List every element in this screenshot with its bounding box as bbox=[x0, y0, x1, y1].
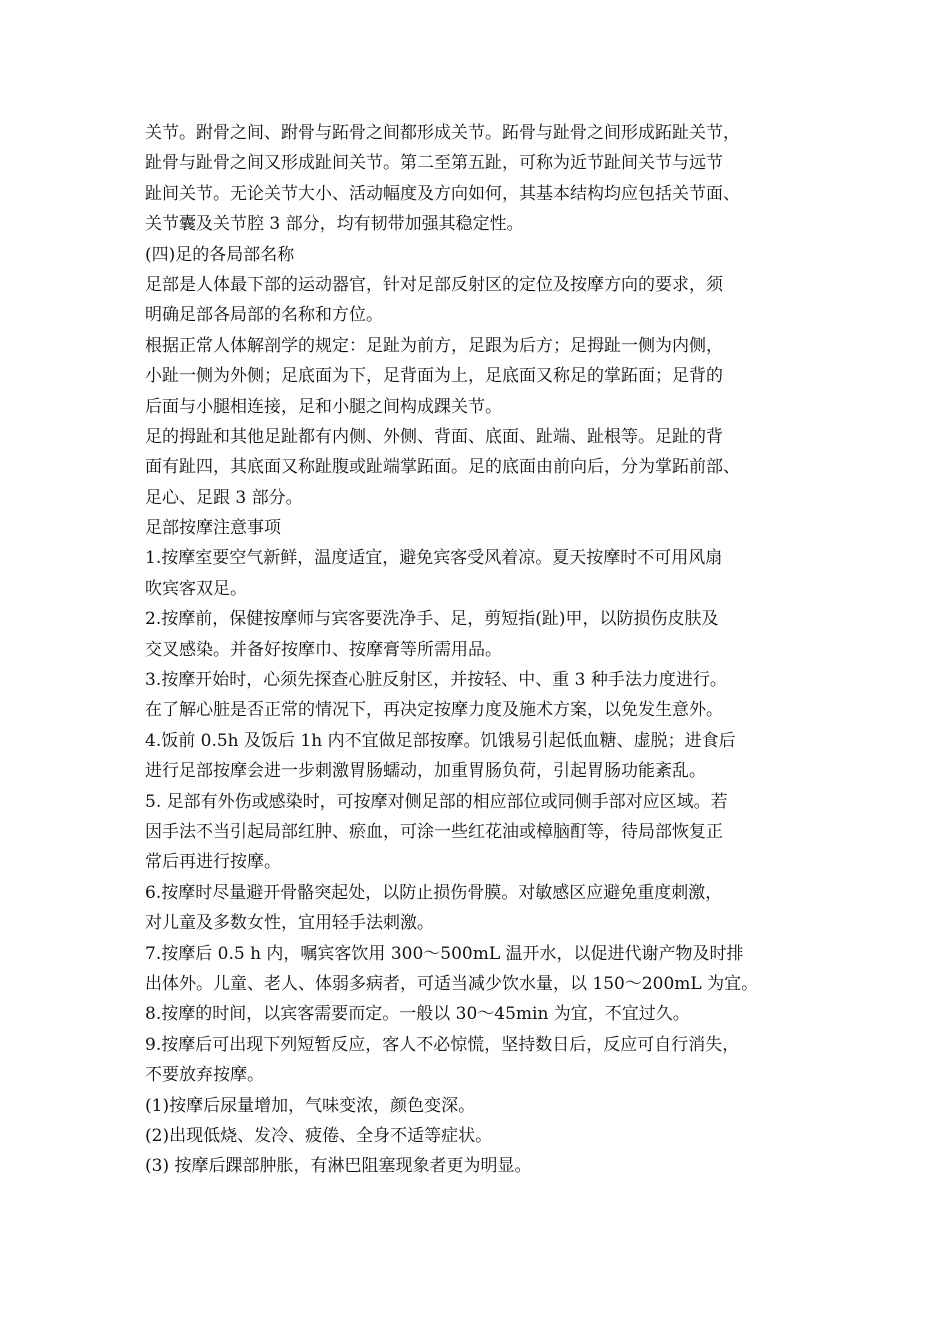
sub-list-item: (1)按摩后尿量增加，气味变浓，颜色变深。 bbox=[145, 1095, 476, 1116]
text-line: 后面与小腿相连接，足和小腿之间构成踝关节。 bbox=[145, 396, 502, 417]
list-item: 不要放弃按摩。 bbox=[145, 1065, 264, 1086]
list-item: 对儿童及多数女性，宜用轻手法刺激。 bbox=[145, 913, 434, 934]
text-line: 明确足部各局部的名称和方位。 bbox=[145, 305, 383, 326]
list-item: 在了解心脏是否正常的情况下，再决定按摩力度及施术方案，以免发生意外。 bbox=[145, 700, 723, 721]
list-item: 7.按摩后 0.5 h 内，嘱宾客饮用 300～500mL 温开水，以促进代谢产物及时排 bbox=[145, 943, 744, 964]
list-item: 常后再进行按摩。 bbox=[145, 852, 281, 873]
text-line: 足部是人体最下部的运动器官，针对足部反射区的定位及按摩方向的要求，须 bbox=[145, 274, 723, 295]
sub-list-item: (2)出现低烧、发冷、疲倦、全身不适等症状。 bbox=[145, 1125, 493, 1146]
text-line: 关节囊及关节腔 3 部分，均有韧带加强其稳定性。 bbox=[145, 214, 524, 235]
text-line: 根据正常人体解剖学的规定：足趾为前方，足跟为后方；足拇趾一侧为内侧， bbox=[145, 335, 723, 356]
list-item: 4.饭前 0.5h 及饭后 1h 内不宜做足部按摩。饥饿易引起低血糖、虚脱；进食后 bbox=[145, 730, 736, 751]
document-body bbox=[145, 118, 815, 1182]
list-item: 2.按摩前，保健按摩师与宾客要洗净手、足，剪短指(趾)甲，以防损伤皮肤及 bbox=[145, 609, 719, 630]
text-line: 足的拇趾和其他足趾都有内侧、外侧、背面、底面、趾端、趾根等。足趾的背 bbox=[145, 426, 723, 447]
list-item: 1.按摩室要空气新鲜，温度适宜，避免宾客受风着凉。夏天按摩时不可用风扇 bbox=[145, 548, 723, 569]
list-item: 3.按摩开始时，心须先探查心脏反射区，并按轻、中、重 3 种手法力度进行。 bbox=[145, 670, 727, 691]
section-heading: 足部按摩注意事项 bbox=[145, 518, 281, 539]
list-item: 因手法不当引起局部红肿、瘀血，可涂一些红花油或樟脑酊等，待局部恢复正 bbox=[145, 821, 723, 842]
list-item: 9.按摩后可出现下列短暂反应，客人不必惊慌，坚持数日后，反应可自行消失， bbox=[145, 1034, 740, 1055]
list-item: 吹宾客双足。 bbox=[145, 578, 247, 599]
sub-list-item: (3) 按摩后踝部肿胀，有淋巴阻塞现象者更为明显。 bbox=[145, 1156, 532, 1177]
list-item: 进行足部按摩会进一步刺激胃肠蠕动，加重胃肠负荷，引起胃肠功能紊乱。 bbox=[145, 761, 706, 782]
list-item: 5. 足部有外伤或感染时，可按摩对侧足部的相应部位或同侧手部对应区域。若 bbox=[145, 791, 728, 812]
list-item: 交叉感染。并备好按摩巾、按摩膏等所需用品。 bbox=[145, 639, 502, 660]
text-line: 小趾一侧为外侧；足底面为下，足背面为上，足底面又称足的掌跖面；足背的 bbox=[145, 366, 723, 387]
list-item: 6.按摩时尽量避开骨骼突起处，以防止损伤骨膜。对敏感区应避免重度刺激， bbox=[145, 882, 723, 903]
text-line: 足心、足跟 3 部分。 bbox=[145, 487, 303, 508]
text-line: 关节。跗骨之间、跗骨与跖骨之间都形成关节。跖骨与趾骨之间形成跖趾关节， bbox=[145, 123, 740, 143]
list-item: 出体外。儿童、老人、体弱多病者，可适当减少饮水量，以 150～200mL 为宜。 bbox=[145, 973, 759, 994]
text-line: 趾骨与趾骨之间又形成趾间关节。第二至第五趾，可称为近节趾间关节与远节 bbox=[145, 153, 723, 174]
text-line: 面有趾四，其底面又称趾腹或趾端掌跖面。足的底面由前向后，分为掌跖前部、 bbox=[145, 457, 740, 478]
section-heading: (四)足的各局部名称 bbox=[145, 244, 295, 265]
text-line: 趾间关节。无论关节大小、活动幅度及方向如何，其基本结构均应包括关节面、 bbox=[145, 183, 740, 204]
list-item: 8.按摩的时间，以宾客需要而定。一般以 30～45min 为宜，不宜过久。 bbox=[145, 1004, 690, 1025]
